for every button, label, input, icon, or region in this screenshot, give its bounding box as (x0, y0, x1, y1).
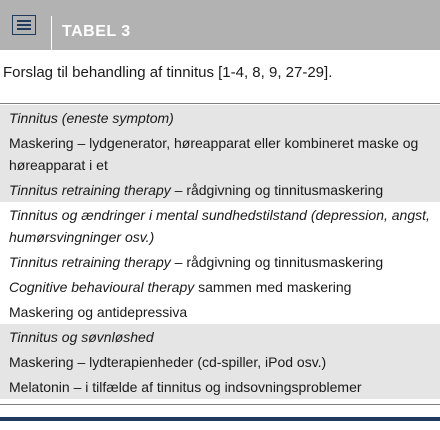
table-row (0, 349, 440, 374)
footer-accent-bar (0, 417, 440, 421)
row-italic-text: Tinnitus (eneste symptom) (9, 110, 174, 126)
table-label: TABEL 3 (62, 23, 131, 40)
table-row (0, 274, 440, 299)
table-row (0, 324, 440, 349)
row-italic-text: Tinnitus og ændringer i mental sundhedstilstand (depression, angst, humørsvingninger osv.) (9, 207, 430, 245)
table-row (0, 177, 440, 202)
table-icon (12, 15, 36, 35)
row-text: Maskering og antidepressiva (9, 304, 188, 320)
table-row (0, 249, 440, 274)
table-row (0, 299, 440, 324)
table-row (0, 202, 440, 249)
row-text: sammen med maskering (194, 279, 352, 295)
row-italic-text: Tinnitus retraining therapy (9, 254, 171, 270)
row-text: Maskering – lydgenerator, høreapparat eller kombineret maske og høreapparat i et (9, 135, 419, 173)
row-text: – rådgivning og tinnitusmaskering (170, 254, 384, 270)
row-italic-text: Tinnitus retraining therapy (9, 182, 171, 198)
table-caption: Forslag til behandling af tinnitus [1-4, 8, 9, 27-29]. (3, 64, 333, 81)
treatment-table (0, 105, 440, 399)
table-bottom-rule (0, 404, 440, 405)
row-italic-text: Tinnitus og søvnløshed (9, 329, 154, 345)
row-text: Maskering – lydterapienheder (cd-spiller, iPod osv.) (9, 354, 327, 370)
table-top-rule (0, 103, 440, 104)
row-italic-text: Cognitive behavioural therapy (9, 279, 195, 295)
header-divider (51, 16, 52, 50)
table-row (0, 374, 440, 399)
table-row (0, 130, 440, 177)
row-text: Melatonin – i tilfælde af tinnitus og indsovningsproblemer (9, 379, 362, 395)
table-header-bar (0, 0, 440, 50)
row-text: – rådgivning og tinnitusmaskering (170, 182, 384, 198)
table-row (0, 105, 440, 130)
